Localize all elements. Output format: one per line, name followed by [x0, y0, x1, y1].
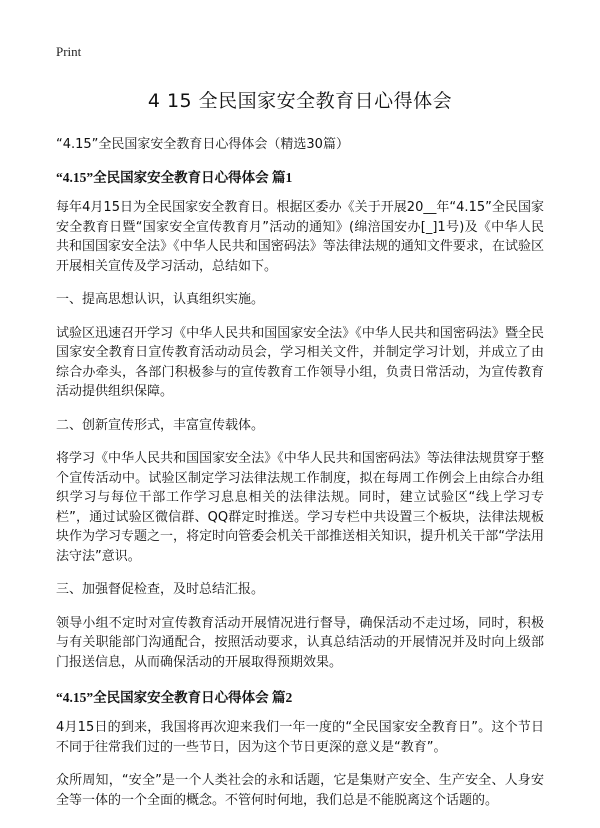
section-1 [56, 166, 544, 672]
section-heading: “4.15”全民国家安全教育日心得体会 篇1 [56, 170, 293, 185]
paragraph: 三、加强督促检查，及时总结汇报。 [56, 582, 265, 597]
paragraph: 每年4月15日为全民国家安全教育日。根据区委办《关于开展20__年“4.15”全民国家安全教育日暨“国家安全宣传教育月”活动的通知》(绵涪国安办[_]1号)及《中华人民共和国国家安全法》《中华人民共和国密码法》等法律法规的通知文件要求，在试验区开展相关宣传及学习活动，总结如下。 [56, 200, 544, 274]
section-heading: “4.15”全民国家安全教育日心得体会 篇2 [56, 690, 293, 705]
paragraph: 领导小组不定时对宣传教育活动开展情况进行督导，确保活动不走过场，同时，积极与有关职能部门沟通配合，按照活动要求，认真总结活动的开展情况并及时向上级部门报送信息，从而确保活动的开展取得预期效果。 [56, 615, 544, 670]
paragraph: 二、创新宣传形式，丰富宣传载体。 [56, 417, 265, 433]
document-subtitle: “4.15”全民国家安全教育日心得体会（精选30篇） [56, 137, 349, 152]
paragraph: 一、提高思想认识，认真组织实施。 [56, 292, 265, 307]
document-title: 4 15 全民国家安全教育日心得体会 [147, 90, 453, 112]
paragraph: 试验区迅速召开学习《中华人民共和国国家安全法》《中华人民共和国密码法》暨全民国家安全教育日宣传教育活动动员会，学习相关文件，并制定学习计划，并成立了由综合办牵头，各部门积极参与的宣传教育工作领导小组，负责日常活动，为宣传教育活动提供组织保障。 [56, 325, 544, 399]
section-2 [56, 686, 544, 810]
paragraph: 4月15日的到来，我国将再次迎来我们一年一度的“全民国家安全教育日”。这个节日不同于往常我们过的一些节日，因为这个节日更深的意义是“教育”。 [56, 720, 544, 755]
paragraph: 众所周知，“安全”是一个人类社会的永和话题，它是集财产安全、生产安全、人身安全等一体的一个全面的概念。不管何时何地，我们总是不能脱离这个话题的。 [56, 773, 544, 808]
print-link[interactable]: Print [56, 44, 82, 59]
paragraph: 将学习《中华人民共和国国家安全法》《中华人民共和国密码法》等法律法规贯穿于整个宣传活动中。试验区制定学习法律法规工作制度，拟在每周工作例会上由综合办组织学习与每位干部工作学习息息相关的法律法规。同时，建立试验区“线上学习专栏”，通过试验区微信群、QQ群定时推送。学习专栏中共设置三个板块，法律法规板块作为学习专题之一，将定时向管委会机关干部推送相关知识，提升机关干部“学法用法守法”意识。 [56, 451, 544, 564]
